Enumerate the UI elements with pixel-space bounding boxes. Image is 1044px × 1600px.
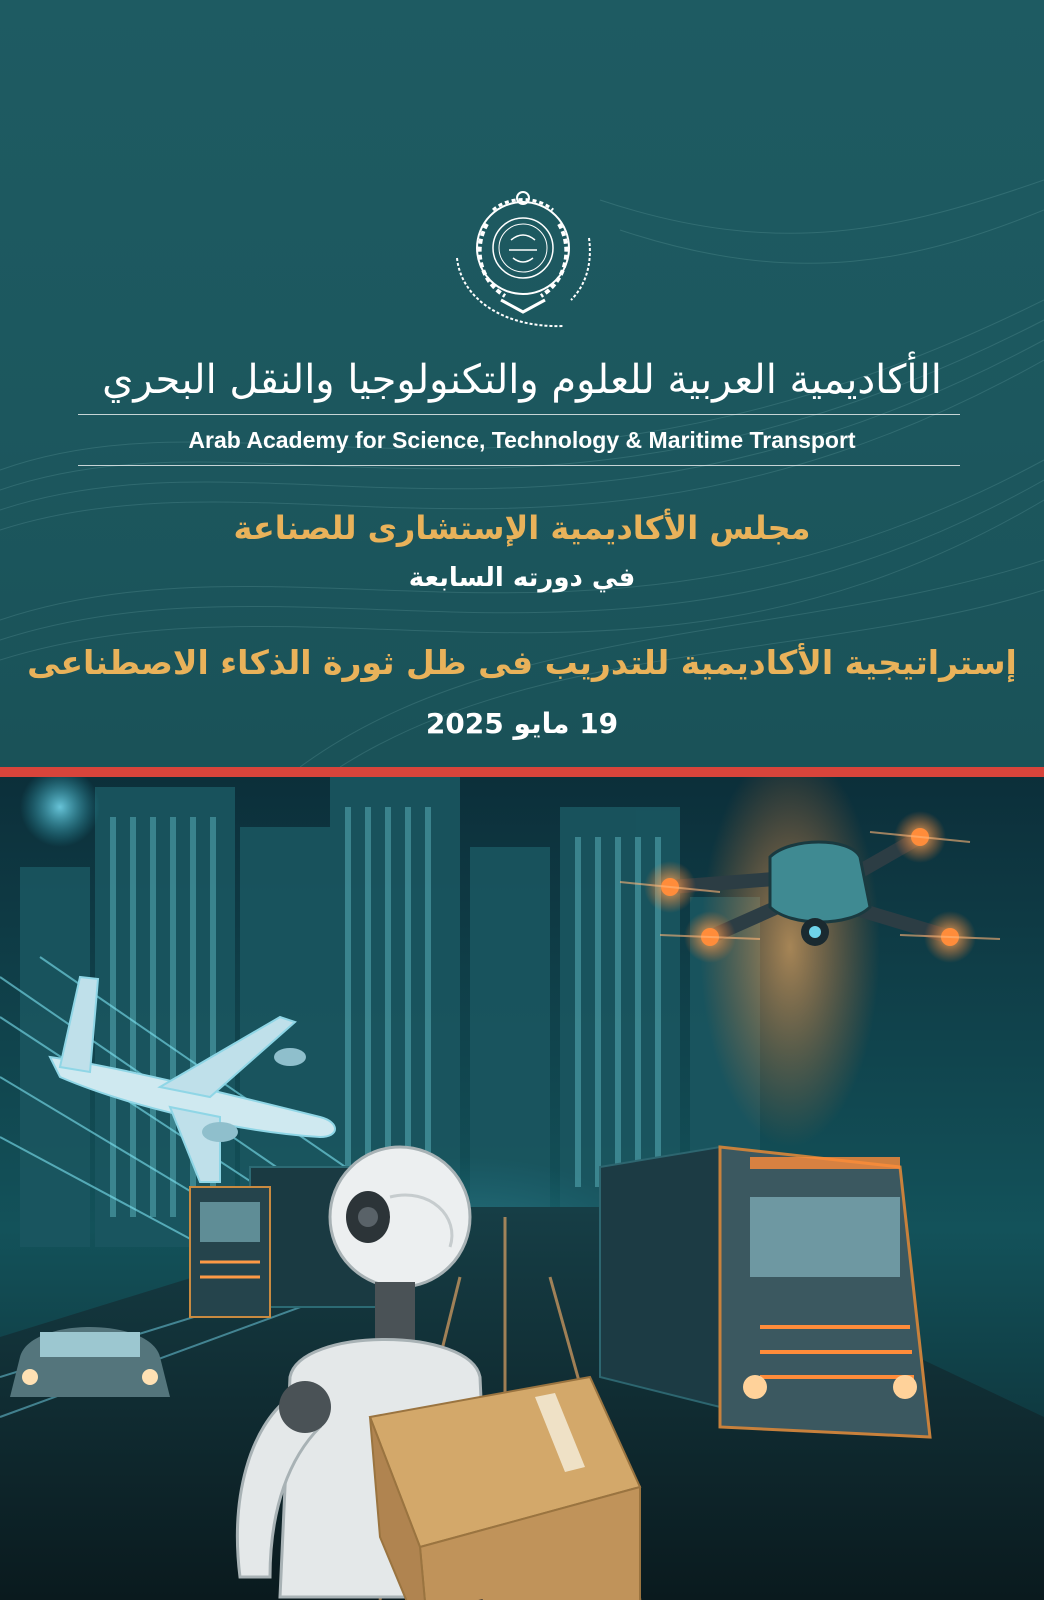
red-divider-bar: [0, 767, 1044, 777]
academy-arabic-name: الأكاديمية العربية للعلوم والتكنولوجيا والنقل البحري: [102, 357, 942, 403]
ai-transport-illustration: [0, 777, 1044, 1600]
divider-line: [78, 414, 960, 415]
event-council-title: مجلس الأكاديمية الإستشارى للصناعة: [233, 509, 811, 547]
academy-emblem: [443, 188, 603, 338]
event-date: 19 مايو 2025: [425, 707, 619, 740]
event-session: في دورته السابعة: [408, 563, 636, 593]
academy-english-name: Arab Academy for Science, Technology & Maritime Transport: [188, 427, 856, 453]
event-theme: إستراتيجية الأكاديمية للتدريب فى ظل ثورة الذكاء الاصطناعى: [27, 643, 1017, 682]
divider-line: [78, 465, 960, 466]
poster-header: [0, 0, 1044, 767]
parcel-box: [370, 1377, 640, 1600]
